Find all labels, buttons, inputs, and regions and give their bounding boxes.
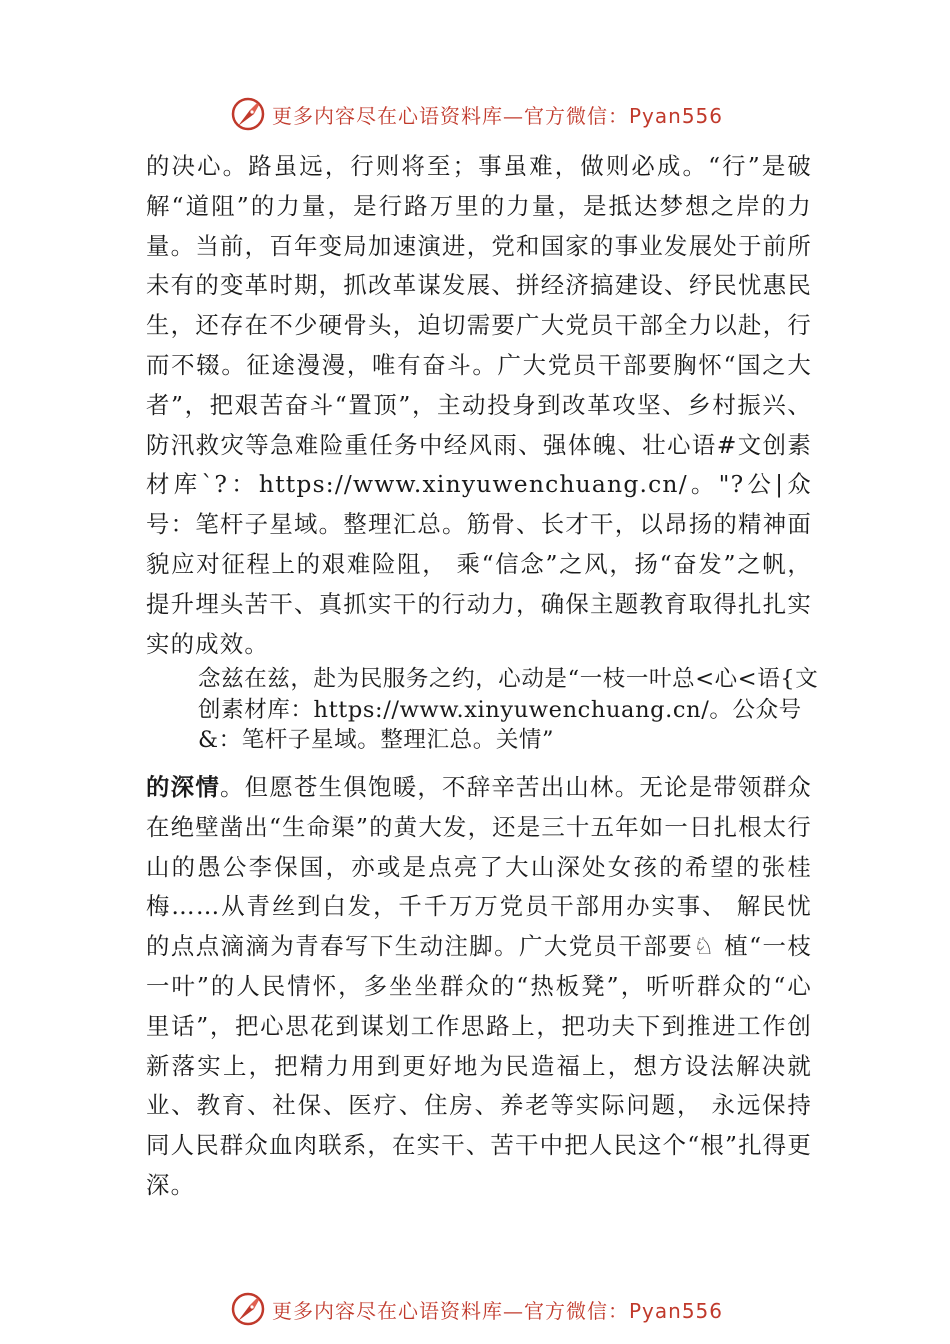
paragraph-3-text: 。但愿苍生俱饱暖，不辞辛苦出山林。无论是带领群众在绝壁凿出“生命渠”的黄大发，还是三十五年如一日扎根太行山的愚公李保国，亦或是点亮了大山深处女孩的希望的张桂梅……从青丝到白发，千千万万党员干部用办实事、 解民忧的点点滴滴为青春写下生动注脚。广大党员干部要♘ 植“一枝一叶”的人民情怀，多坐坐群众的“热板凳”，听听群众的“心里话”，把心思花到谋划工作思路上，把功夫下到推进工作创新落实上，把精力用到更好地为民造福上，想方设法解决就业、教育、社保、医疗、住房、养老等实际问题， 永远保持同人民群众血肉联系，在实干、苦干中把人民这个“根”扎得更深。 bbox=[146, 773, 812, 1199]
banner-text bbox=[272, 100, 723, 129]
banner-text bbox=[272, 1295, 723, 1324]
pen-nib-logo-icon bbox=[230, 1291, 266, 1327]
banner-wechat-label: 官方微信： bbox=[524, 103, 629, 128]
banner-wechat-id: Pyan556 bbox=[629, 103, 724, 128]
footer-banner bbox=[230, 1291, 723, 1327]
paragraph-1: 的决心。路虽远，行则将至；事虽难，做则必成。“行”是破解“道阻”的力量，是行路万里的力量，是抵达梦想之岸的力量。当前，百年变局加速演进，党和国家的事业发展处于前所未有的变革时期，抓改革谋发展、拼经济搞建设、纾民忧惠民生，还存在不少硬骨头，迫切需要广大党员干部全力以赴，行而不辍。征途漫漫，唯有奋斗。广大党员干部要胸怀“国之大者”，把艰苦奋斗“置顶”，主动投身到改革攻坚、乡村振兴、防汛救灾等急难险重任务中经风雨、强体魄、壮心语#文创素材库`?：https://www.xinyuwenchuang.cn/。"?公|众号：笔杆子星域。整理汇总。筋骨、长才干，以昂扬的精神面貌应对征程上的艰难险阻， 乘“信念”之风，扬“奋发”之帆，提升埋头苦干、真抓实干的行动力，确保主题教育取得扎扎实实的成效。 bbox=[146, 152, 812, 658]
banner-dash: — bbox=[503, 103, 524, 128]
banner-dash: — bbox=[503, 1298, 524, 1323]
pen-nib-logo-icon bbox=[230, 96, 266, 132]
header-banner bbox=[230, 96, 723, 132]
banner-title: 更多内容尽在心语资料库 bbox=[272, 1298, 503, 1323]
banner-wechat-label: 官方微信： bbox=[524, 1298, 629, 1323]
banner-title: 更多内容尽在心语资料库 bbox=[272, 103, 503, 128]
paragraph-2-indented: 念兹在兹，赴为民服务之约，心动是“一枝一叶总<心<语{文创素材库：https://www.xinyuwenchuang.cn/。公众号&：笔杆子星域。整理汇总。关情” bbox=[198, 666, 819, 753]
banner-wechat-id: Pyan556 bbox=[629, 1298, 724, 1323]
paragraph-3-lead: 的深情 bbox=[146, 773, 221, 801]
paragraph-3 bbox=[146, 768, 812, 1206]
